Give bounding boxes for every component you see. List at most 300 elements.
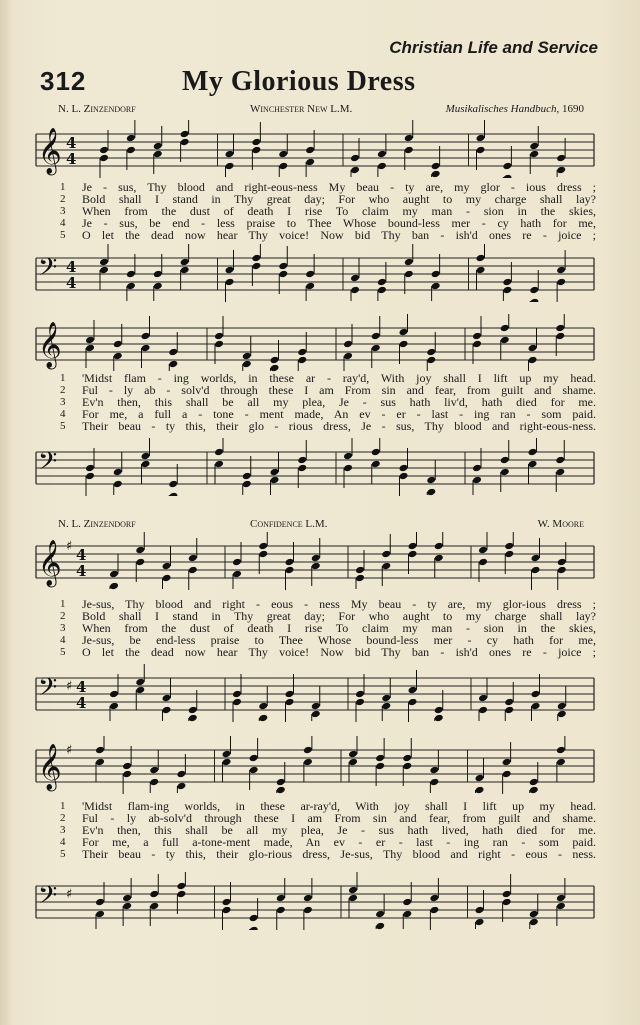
note-head <box>141 460 151 469</box>
verse-number: 4 <box>60 634 66 646</box>
verse-number: 5 <box>60 420 66 432</box>
note-head <box>305 282 315 291</box>
note-head <box>475 786 485 794</box>
note-head <box>180 138 190 147</box>
tune2-composer: W. Moore <box>537 518 584 530</box>
note-head <box>531 566 541 575</box>
note-head <box>149 778 159 787</box>
note-head <box>528 460 538 469</box>
note-head <box>278 150 288 159</box>
note-head <box>504 706 514 715</box>
note-head <box>528 356 538 365</box>
note-head <box>350 286 360 295</box>
verse-number: 3 <box>60 824 66 836</box>
note-head <box>426 356 436 365</box>
note-head <box>350 166 360 175</box>
note-head <box>180 266 190 275</box>
note-head <box>504 542 514 551</box>
lyric-line <box>60 848 600 860</box>
note-head <box>214 340 224 349</box>
note-head <box>297 464 307 473</box>
tune1-author: N. L. Zinzendorf <box>58 103 136 115</box>
note-head <box>95 898 105 907</box>
lyric-text: Ev'n then, this shall be all my plea, Je - sus hath liv'd, hath died for me. <box>82 395 596 409</box>
note-head <box>285 698 295 707</box>
note-head <box>303 894 313 903</box>
note-head <box>113 340 123 349</box>
note-head <box>109 582 119 590</box>
note-head <box>305 270 315 279</box>
note-head <box>135 686 145 695</box>
note-head <box>113 480 123 489</box>
note-head <box>528 344 538 353</box>
note-head <box>126 146 136 155</box>
note-head <box>232 558 242 567</box>
note-head <box>475 774 485 783</box>
note-head <box>303 746 313 755</box>
note-head <box>399 464 409 473</box>
note-head <box>377 162 387 171</box>
note-head <box>305 146 315 155</box>
note-head <box>408 686 418 695</box>
note-head <box>556 746 566 755</box>
note-head <box>429 778 439 787</box>
note-head <box>529 298 539 302</box>
note-head <box>232 698 242 707</box>
note-head <box>162 694 172 703</box>
note-head <box>555 468 565 477</box>
note-head <box>475 918 485 927</box>
bass-clef-icon: 𝄢 <box>38 881 58 916</box>
note-head <box>95 746 105 755</box>
note-head <box>122 762 132 771</box>
note-head <box>232 690 242 699</box>
note-head <box>556 902 566 911</box>
note-head <box>377 278 387 287</box>
note-head <box>258 714 268 722</box>
note-head <box>529 150 539 159</box>
lyric-text: Je - sus, Thy blood and right-eous-ness My beau - ty are, my glor - ious dress ; <box>82 180 596 194</box>
note-head <box>431 170 441 178</box>
note-head <box>529 918 539 927</box>
note-head <box>249 754 259 763</box>
verse-number: 2 <box>60 193 66 205</box>
note-head <box>429 906 439 915</box>
note-head <box>168 360 178 369</box>
note-head <box>95 758 105 767</box>
note-head <box>311 554 321 563</box>
lyric-text: When from the dust of death I rise To claim my man - sion in the skies, <box>82 621 596 635</box>
note-head <box>408 698 418 707</box>
note-head <box>504 698 514 707</box>
note-head <box>476 266 486 275</box>
lyric-text: For me, a full a - tone - ment made, An ev - er - last - ing ran - som paid. <box>82 407 596 421</box>
note-head <box>126 134 136 143</box>
verse-number: 2 <box>60 384 66 396</box>
system2-bass <box>0 438 640 496</box>
time-signature-bottom: 4 <box>76 694 87 712</box>
lyric-line <box>60 646 600 658</box>
verse-number: 1 <box>60 372 66 384</box>
note-head <box>399 328 409 337</box>
tune2-author: N. L. Zinzendorf <box>58 518 136 530</box>
note-head <box>303 906 313 915</box>
note-head <box>402 898 412 907</box>
note-head <box>502 162 512 171</box>
note-head <box>168 492 178 496</box>
note-head <box>276 786 286 794</box>
sharp-icon: ♯ <box>66 743 73 758</box>
note-head <box>297 356 307 365</box>
note-head <box>402 910 412 919</box>
note-head <box>258 550 268 559</box>
note-head <box>531 702 541 711</box>
note-head <box>343 352 353 361</box>
note-head <box>242 480 252 489</box>
note-head <box>502 890 512 899</box>
note-head <box>99 258 109 267</box>
lyric-text: Their beau - ty this, their glo - rious dress, Je - sus, Thy blood and right-eous-ness. <box>82 419 596 433</box>
note-head <box>343 452 353 461</box>
note-head <box>502 758 512 767</box>
time-signature-top: 4 <box>66 134 77 152</box>
system4-treble <box>0 736 640 794</box>
note-head <box>472 340 482 349</box>
verse-number: 4 <box>60 836 66 848</box>
note-head <box>270 468 280 477</box>
note-head <box>276 906 286 915</box>
note-head <box>502 174 512 178</box>
verse-number: 5 <box>60 229 66 241</box>
note-head <box>176 890 186 899</box>
note-head <box>434 706 444 715</box>
note-head <box>408 542 418 551</box>
note-head <box>176 770 186 779</box>
note-head <box>225 162 235 171</box>
note-head <box>402 754 412 763</box>
note-head <box>258 542 268 551</box>
note-head <box>258 702 268 711</box>
note-head <box>348 886 358 895</box>
note-head <box>555 324 565 333</box>
verse-number: 1 <box>60 598 66 610</box>
note-head <box>502 770 512 779</box>
note-head <box>478 558 488 567</box>
note-head <box>555 456 565 465</box>
verse-number: 2 <box>60 812 66 824</box>
note-head <box>556 154 566 163</box>
note-head <box>556 278 566 287</box>
lyric-line <box>60 420 600 432</box>
verse-number: 4 <box>60 408 66 420</box>
note-head <box>431 282 441 291</box>
note-head <box>232 570 242 579</box>
note-head <box>222 906 232 915</box>
note-head <box>348 758 358 767</box>
note-head <box>122 894 132 903</box>
note-head <box>242 472 252 481</box>
note-head <box>500 336 510 345</box>
lyric-text: Je - sus, be end - less praise to Thee Whose bound-less mer - cy hath for me, <box>82 216 596 230</box>
note-head <box>557 566 567 575</box>
note-head <box>153 270 163 279</box>
sharp-icon: ♯ <box>66 887 73 902</box>
note-head <box>529 142 539 151</box>
note-head <box>402 762 412 771</box>
note-head <box>85 472 95 481</box>
note-head <box>122 902 132 911</box>
note-head <box>502 278 512 287</box>
note-head <box>476 146 486 155</box>
note-head <box>476 254 486 263</box>
verse-number: 2 <box>60 610 66 622</box>
note-head <box>135 558 145 567</box>
note-head <box>222 898 232 907</box>
note-head <box>557 710 567 719</box>
note-head <box>529 778 539 787</box>
note-head <box>168 348 178 357</box>
note-head <box>214 332 224 341</box>
note-head <box>176 782 186 791</box>
note-head <box>297 348 307 357</box>
note-head <box>249 766 259 775</box>
note-head <box>529 910 539 919</box>
note-head <box>122 770 132 779</box>
note-head <box>528 448 538 457</box>
lyric-text: 'Midst flam-ing worlds, in these ar-ray'd, With joy shall I lift up my head. <box>82 799 596 813</box>
note-head <box>153 142 163 151</box>
note-head <box>176 882 186 891</box>
note-head <box>297 456 307 465</box>
note-head <box>180 258 190 267</box>
lyric-text: Bold shall I stand in Thy great day; For who aught to my charge shall lay? <box>82 609 596 623</box>
note-head <box>85 344 95 353</box>
note-head <box>141 344 151 353</box>
note-head <box>557 702 567 711</box>
note-head <box>222 758 232 767</box>
note-head <box>375 762 385 771</box>
note-head <box>371 332 381 341</box>
note-head <box>371 460 381 469</box>
note-head <box>99 154 109 163</box>
note-head <box>251 254 261 263</box>
note-head <box>426 476 436 485</box>
note-head <box>153 282 163 291</box>
note-head <box>188 714 198 722</box>
note-head <box>141 332 151 341</box>
bass-clef-icon: 𝄢 <box>38 447 58 482</box>
hymn-title: My Glorious Dress <box>182 66 416 97</box>
system3-bass <box>0 664 640 722</box>
note-head <box>472 476 482 485</box>
note-head <box>249 926 259 930</box>
note-head <box>556 266 566 275</box>
note-head <box>153 150 163 159</box>
note-head <box>531 690 541 699</box>
note-head <box>350 154 360 163</box>
sharp-icon: ♯ <box>66 539 73 554</box>
lyric-text: Ful - ly ab - solv'd through these I am From sin and fear, from guilt and shame. <box>82 383 596 397</box>
note-head <box>249 914 259 923</box>
time-signature-top: 4 <box>66 258 77 276</box>
note-head <box>188 566 198 575</box>
note-head <box>278 262 288 271</box>
note-head <box>355 566 365 575</box>
note-head <box>225 150 235 159</box>
note-head <box>429 894 439 903</box>
system3-lyrics <box>60 598 600 658</box>
lyric-text: O let the dead now hear Thy voice! Now bid Thy ban - ish'd ones re - joice ; <box>82 228 596 242</box>
note-head <box>375 754 385 763</box>
note-head <box>285 690 295 699</box>
lyric-text: Je-sus, Thy blood and right - eous - ness My beau - ty are, my glor-ious dress ; <box>82 597 596 611</box>
time-signature-bottom: 4 <box>76 562 87 580</box>
note-head <box>278 270 288 279</box>
lyric-text: 'Midst flam - ing worlds, in these ar - ray'd, With joy shall I lift up my head. <box>82 371 596 385</box>
lyric-text: Ev'n then, this shall be all my plea, Je - sus hath lived, hath died for me. <box>82 823 596 837</box>
note-head <box>99 146 109 155</box>
note-head <box>377 286 387 295</box>
note-head <box>555 332 565 341</box>
note-head <box>285 566 295 575</box>
verse-number: 1 <box>60 800 66 812</box>
note-head <box>375 922 385 930</box>
note-head <box>404 258 414 267</box>
lyric-text: When from the dust of death I rise To claim my man - sion in the skies, <box>82 204 596 218</box>
note-head <box>214 460 224 469</box>
note-head <box>149 766 159 775</box>
note-head <box>311 562 321 571</box>
note-head <box>285 558 295 567</box>
note-head <box>141 452 151 461</box>
note-head <box>355 574 365 583</box>
note-head <box>355 698 365 707</box>
note-head <box>350 274 360 283</box>
treble-clef-icon: 𝄞 <box>38 540 62 586</box>
hymn-number: 312 <box>40 66 87 96</box>
note-head <box>222 750 232 759</box>
lyric-text: Their beau - ty this, their glo-rious dress, Je-sus, Thy blood and right - eous - ness. <box>82 847 596 861</box>
note-head <box>434 714 444 722</box>
note-head <box>399 340 409 349</box>
note-head <box>529 286 539 295</box>
note-head <box>431 162 441 171</box>
time-signature-bottom: 4 <box>66 274 77 292</box>
note-head <box>556 894 566 903</box>
note-head <box>188 706 198 715</box>
note-head <box>276 778 286 787</box>
note-head <box>500 468 510 477</box>
system3-treble <box>0 532 640 590</box>
lyric-text: Ful - ly ab-solv'd through these I am From sin and fear, from guilt and shame. <box>82 811 596 825</box>
time-signature-bottom: 4 <box>66 150 77 168</box>
note-head <box>168 480 178 489</box>
note-head <box>85 464 95 473</box>
note-head <box>162 562 172 571</box>
note-head <box>305 158 315 167</box>
note-head <box>502 898 512 907</box>
note-head <box>242 360 252 369</box>
note-head <box>434 542 444 551</box>
note-head <box>472 332 482 341</box>
note-head <box>381 702 391 711</box>
note-head <box>109 702 119 711</box>
system4-lyrics <box>60 800 600 860</box>
section-header: Christian Life and Service <box>389 38 598 57</box>
verse-number: 1 <box>60 181 66 193</box>
system2-lyrics <box>60 372 600 432</box>
tune2-name: Confidence L.M. <box>250 518 328 530</box>
treble-clef-icon: 𝄞 <box>38 322 62 368</box>
note-head <box>113 352 123 361</box>
system4-bass <box>0 872 640 930</box>
note-head <box>426 488 436 496</box>
verse-number: 3 <box>60 205 66 217</box>
note-head <box>434 554 444 563</box>
system2-treble <box>0 314 640 372</box>
note-head <box>109 570 119 579</box>
note-head <box>371 448 381 457</box>
note-head <box>472 464 482 473</box>
note-head <box>85 336 95 345</box>
note-head <box>126 270 136 279</box>
note-head <box>529 786 539 794</box>
note-head <box>99 266 109 275</box>
note-head <box>109 690 119 699</box>
note-head <box>557 558 567 567</box>
note-head <box>404 270 414 279</box>
note-head <box>476 134 486 143</box>
note-head <box>478 546 488 555</box>
tune1-year: , 1690 <box>556 103 584 115</box>
note-head <box>162 706 172 715</box>
lyric-text: Je-sus, be end-less praise to Thee Whose bound-less mer - cy hath for me, <box>82 633 596 647</box>
note-head <box>348 750 358 759</box>
note-head <box>270 356 280 365</box>
note-head <box>95 910 105 919</box>
tune1-name: Winchester New L.M. <box>250 103 353 115</box>
note-head <box>343 340 353 349</box>
treble-clef-icon: 𝄞 <box>38 744 62 790</box>
note-head <box>408 550 418 559</box>
lyric-line <box>60 229 600 241</box>
note-head <box>381 694 391 703</box>
note-head <box>180 130 190 139</box>
note-head <box>242 352 252 361</box>
note-head <box>270 476 280 485</box>
system1-treble <box>0 120 640 178</box>
tune1-source-title: Musikalisches Handbuch <box>445 103 557 115</box>
verse-number: 4 <box>60 217 66 229</box>
note-head <box>225 266 235 275</box>
note-head <box>126 282 136 291</box>
note-head <box>135 546 145 555</box>
note-head <box>502 286 512 295</box>
note-head <box>251 138 261 147</box>
verse-number: 5 <box>60 646 66 658</box>
note-head <box>348 894 358 903</box>
bass-clef-icon: 𝄢 <box>38 673 58 708</box>
note-head <box>556 166 566 175</box>
note-head <box>431 270 441 279</box>
note-head <box>113 468 123 477</box>
note-head <box>371 344 381 353</box>
system1-lyrics <box>60 181 600 241</box>
note-head <box>225 278 235 287</box>
note-head <box>404 146 414 155</box>
note-head <box>214 448 224 457</box>
time-signature-top: 4 <box>76 546 87 564</box>
